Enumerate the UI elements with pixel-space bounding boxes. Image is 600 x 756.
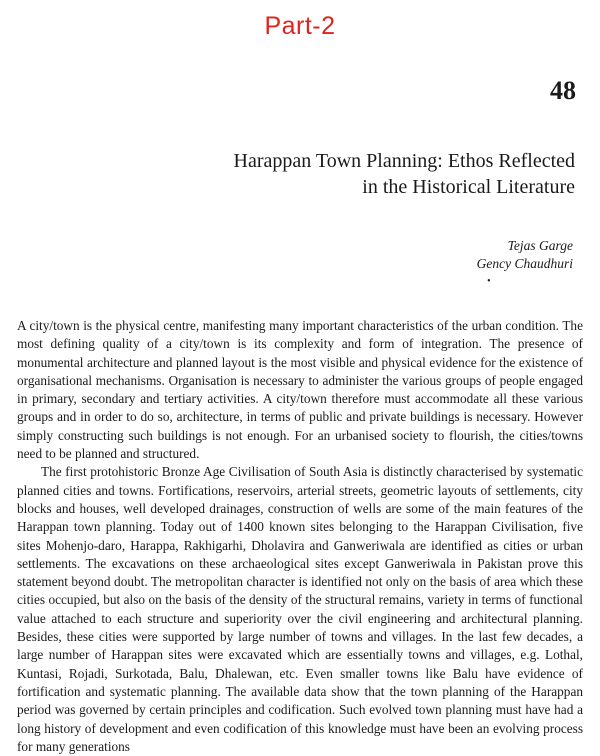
chapter-title-line-2: in the Historical Literature (362, 176, 575, 198)
author-2: Gency Chaudhuri (476, 256, 573, 271)
part-label: Part-2 (264, 12, 336, 40)
chapter-title-line-1: Harappan Town Planning: Ethos Reflected (233, 150, 575, 172)
chapter-title (55, 148, 575, 200)
author-footnote-mark: • (487, 276, 491, 287)
chapter-number: 48 (550, 76, 576, 105)
author-1: Tejas Garge (507, 238, 573, 253)
body-text (17, 317, 583, 756)
paragraph-2: The first protohistoric Bronze Age Civilisation of South Asia is distinctly characterised by systematic planned cities and towns. Fortifications, reservoirs, arterial streets, geometric layouts of settlements, city blocks and houses, well developed drainages, construction of wells are some of the main features of the Harappan town planning. Today out of 1400 known sites belonging to the Harappan Civilisation, five sites Mohenjo-daro, Harappa, Rakhigarhi, Dholavira and Ganweriwala are identified as cities or urban settlements. The excavations on these archaeological sites except Ganweriwala in Pakistan prove this statement beyond doubt. The metropolitan character is identified not only on the basis of area which these cities occupied, but also on the basis of the density of the structural remains, variety in terms of functional value attached to each structure and superiority over the civil engineering and architectural planning. Besides, these cities were supported by large number of towns and villages. In the last few decades, a large number of Harappan sites were excavated which are essentially towns and villages, e.g. Lothal, Kuntasi, Rojadi, Surkotada, Balu, Dhalewan, etc. Even smaller towns like Balu have evidence of fortification and systematic planning. The available data show that the town planning of the Harappan period was governed by certain principles and codification. Such evolved town planning must have had a long history of development and even codification of this knowledge must have been an evolving process for many generations (17, 464, 583, 754)
paragraph-1: A city/town is the physical centre, manifesting many important characteristics of the urban condition. The most defining quality of a city/town is its complexity and form of integration. The presence of monumental architecture and planned layout is the most visible and physical evidence for the existence of organisational mechanisms. Organisation is necessary to administer the various groups of people engaged in primary, secondary and tertiary activities. A city/town therefore must accommodate all these various groups and in order to do so, architecture, in terms of public and private buildings is necessary. However simply constructing such buildings is not enough. For an urbanised society to flourish, the cities/towns need to be planned and structured. (17, 318, 583, 462)
